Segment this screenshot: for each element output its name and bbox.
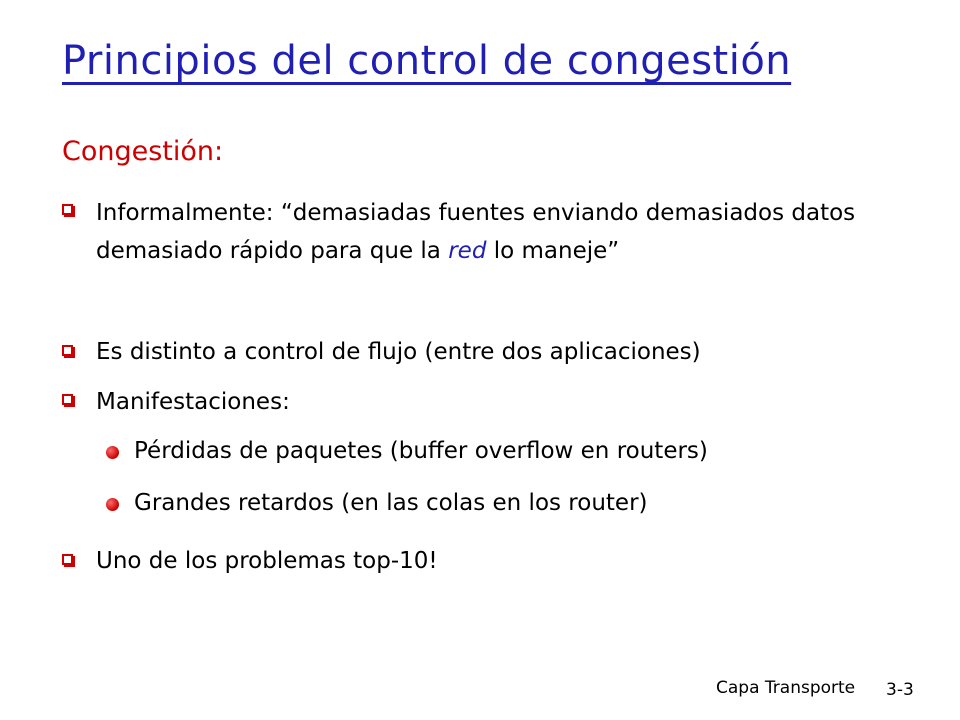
sub-bullet-perdidas: Pérdidas de paquetes (buffer overflow en routers) xyxy=(134,438,708,464)
bullet-distinto: Es distinto a control de flujo (entre dos aplicaciones) xyxy=(96,339,701,365)
bullet-square-icon xyxy=(62,394,73,405)
bullet-square-icon xyxy=(62,345,73,356)
bullet-text-end: lo maneje” xyxy=(486,238,620,264)
bullet-square-icon xyxy=(62,554,73,565)
sub-bullet-retardos: Grandes retardos (en las colas en los router) xyxy=(134,490,648,516)
sub-bullet-circle-icon xyxy=(106,498,119,511)
bullet-informalmente xyxy=(96,194,926,270)
sub-bullet-circle-icon xyxy=(106,446,119,459)
footer-label: Capa Transporte xyxy=(716,678,856,698)
slide-title: Principios del control de congestión xyxy=(62,38,792,84)
section-heading: Congestión: xyxy=(62,136,224,167)
bullet-top10: Uno de los problemas top-10! xyxy=(96,548,438,574)
bullet-text: Informalmente: “demasiadas fuentes enviando demasiados datos demasiado rápido para que la xyxy=(96,200,856,264)
page-number: 3-3 xyxy=(886,680,914,700)
red-emphasis: red xyxy=(448,238,487,264)
bullet-manifestaciones: Manifestaciones: xyxy=(96,389,290,415)
bullet-square-icon xyxy=(62,204,73,215)
